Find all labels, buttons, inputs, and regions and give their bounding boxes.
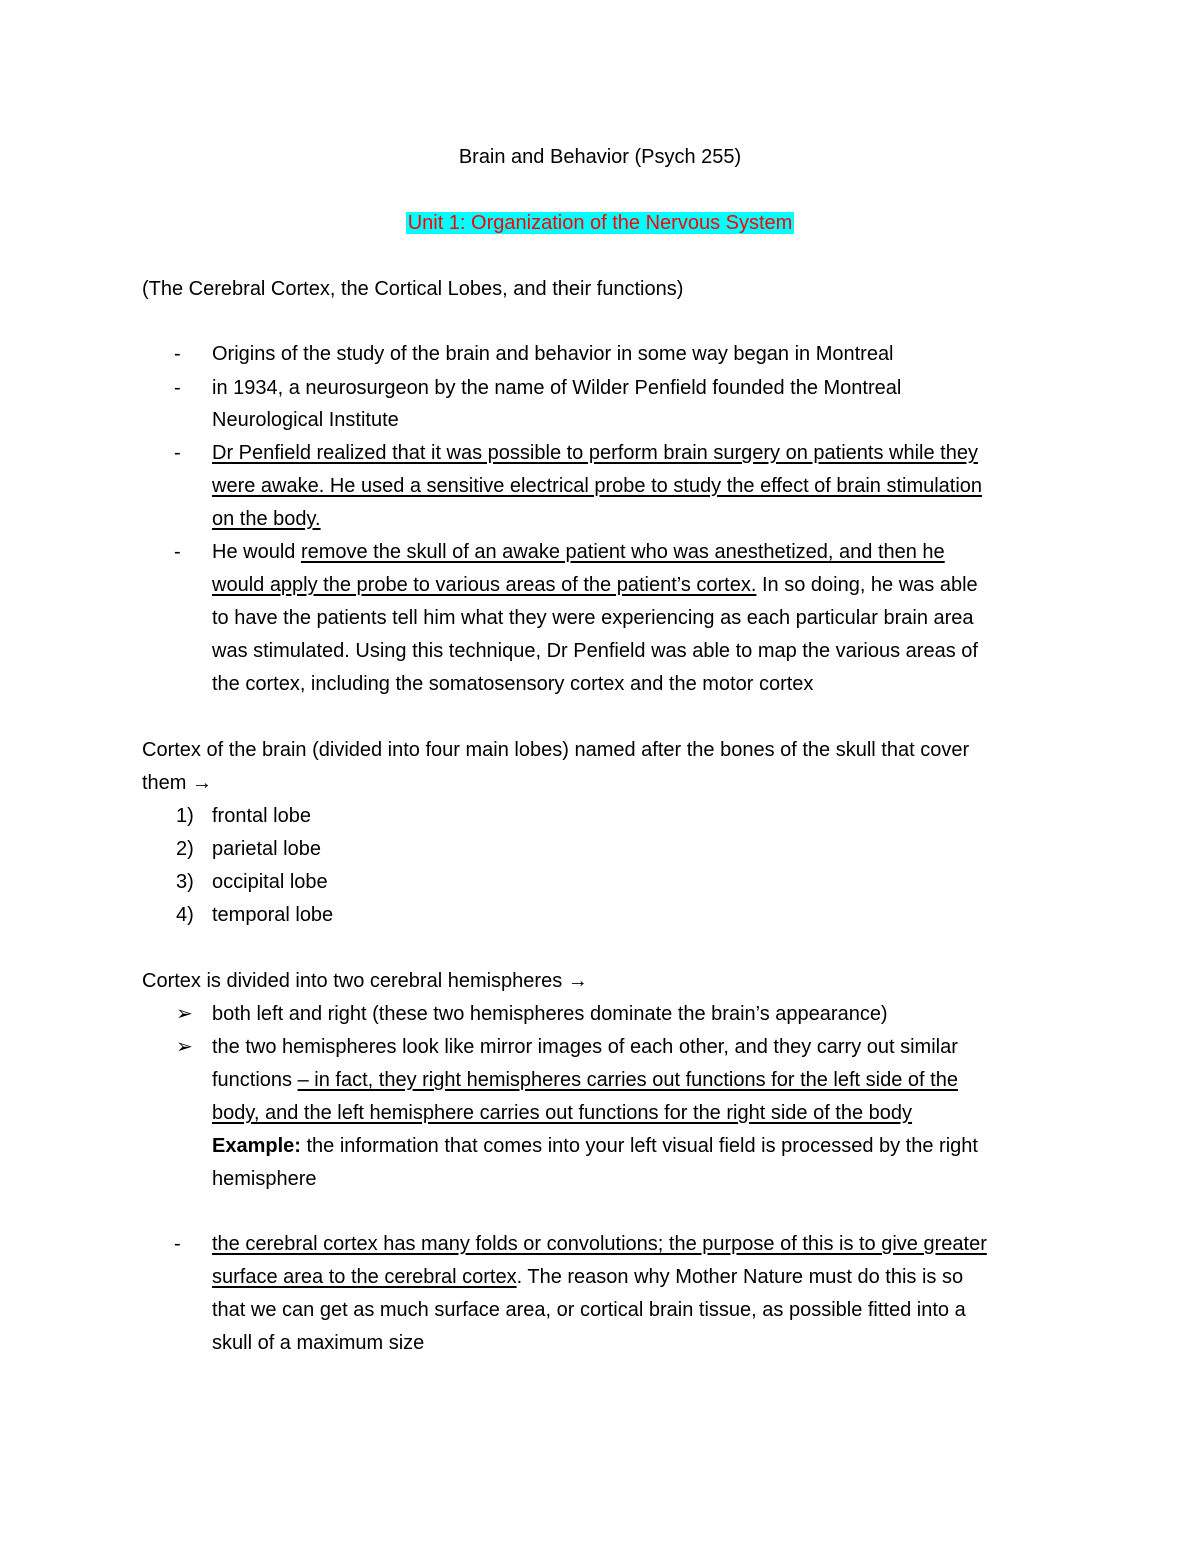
example-line-2: hemisphere [212,1168,317,1190]
lobes-intro-line-2 [142,769,212,797]
folds-underlined: surface area to the cerebral cortex [212,1266,517,1288]
bullet-4-line-5: the cortex, including the somatosensory cortex and the motor cortex [212,673,814,695]
lobe-item: occipital lobe [212,871,328,893]
bullet-2-line-1: in 1934, a neurosurgeon by the name of Wilder Penfield founded the Montreal [212,377,902,399]
bullet-4-plain-2: In so doing, he was able [756,574,978,596]
hemispheres-item-2-line-2 [212,1066,958,1094]
folds-plain: . The reason why Mother Nature must do this is so [516,1266,964,1288]
hemispheres-item-2-line-3: body, and the left hemisphere carries out functions for the right side of the body [212,1102,913,1124]
bullet-4-line-2 [212,571,978,599]
dash-marker: - [174,541,181,563]
right-arrow-icon: → [567,970,588,992]
example-line [212,1132,978,1160]
dash-marker: - [174,377,181,399]
lobe-number: 4) [176,904,194,926]
hemispheres-item-2-underlined: – in fact, they right hemispheres carries out functions for the left side of the [297,1069,958,1091]
example-text: the information that comes into your left visual field is processed by the right [300,1135,978,1157]
hemispheres-intro [142,967,588,995]
unit-heading-wrap [0,209,1200,237]
bullet-4-underlined-2: would apply the probe to various areas of the patient’s cortex. [212,574,757,596]
lobe-item: parietal lobe [212,838,321,860]
dash-marker: - [174,442,181,464]
bullet-4-plain: He would [212,541,301,563]
arrowhead-bullet-icon: ➢ [176,1003,193,1025]
folds-line-1: the cerebral cortex has many folds or convolutions; the purpose of this is to give greater [212,1233,987,1255]
bullet-2-line-2: Neurological Institute [212,409,399,431]
example-label: Example: [212,1135,301,1157]
folds-line-2 [212,1263,963,1291]
lobe-number: 3) [176,871,194,893]
folds-line-3: that we can get as much surface area, or cortical brain tissue, as possible fitted into a [212,1299,966,1321]
dash-marker: - [174,343,181,365]
dash-marker: - [174,1233,181,1255]
document-title: Brain and Behavior (Psych 255) [458,146,742,168]
bullet-3-line-1: Dr Penfield realized that it was possible to perform brain surgery on patients while they [212,442,978,464]
arrowhead-bullet-icon: ➢ [176,1036,193,1058]
hemispheres-intro-text: Cortex is divided into two cerebral hemispheres [142,970,563,992]
bullet-4-line-4: was stimulated. Using this technique, Dr Penfield was able to map the various areas of [212,640,978,662]
bullet-3-line-2: were awake. He used a sensitive electrical probe to study the effect of brain stimulation [212,475,983,497]
hemispheres-item-2-line-1: the two hemispheres look like mirror images of each other, and they carry out similar [212,1036,958,1058]
subtitle: (The Cerebral Cortex, the Cortical Lobes, and their functions) [142,278,684,300]
unit-heading: Unit 1: Organization of the Nervous System [407,212,793,234]
right-arrow-icon: → [192,772,213,794]
lobe-number: 1) [176,805,194,827]
lobe-item: frontal lobe [212,805,311,827]
lobe-item: temporal lobe [212,904,334,926]
folds-line-4: skull of a maximum size [212,1332,425,1354]
bullet-4-line-3: to have the patients tell him what they were experiencing as each particular brain area [212,607,974,629]
bullet-3-line-3: on the body. [212,508,321,530]
lobes-intro-text: them [142,772,187,794]
hemispheres-item-1: both left and right (these two hemispheres dominate the brain’s appearance) [212,1003,888,1025]
hemispheres-item-2-plain: functions [212,1069,298,1091]
bullet-1-line-1: Origins of the study of the brain and behavior in some way began in Montreal [212,343,894,365]
bullet-4-underlined: remove the skull of an awake patient who was anesthetized, and then he [300,541,945,563]
lobe-number: 2) [176,838,194,860]
lobes-intro-line-1: Cortex of the brain (divided into four main lobes) named after the bones of the skull that cover [142,739,970,761]
bullet-4-line-1 [212,538,945,566]
